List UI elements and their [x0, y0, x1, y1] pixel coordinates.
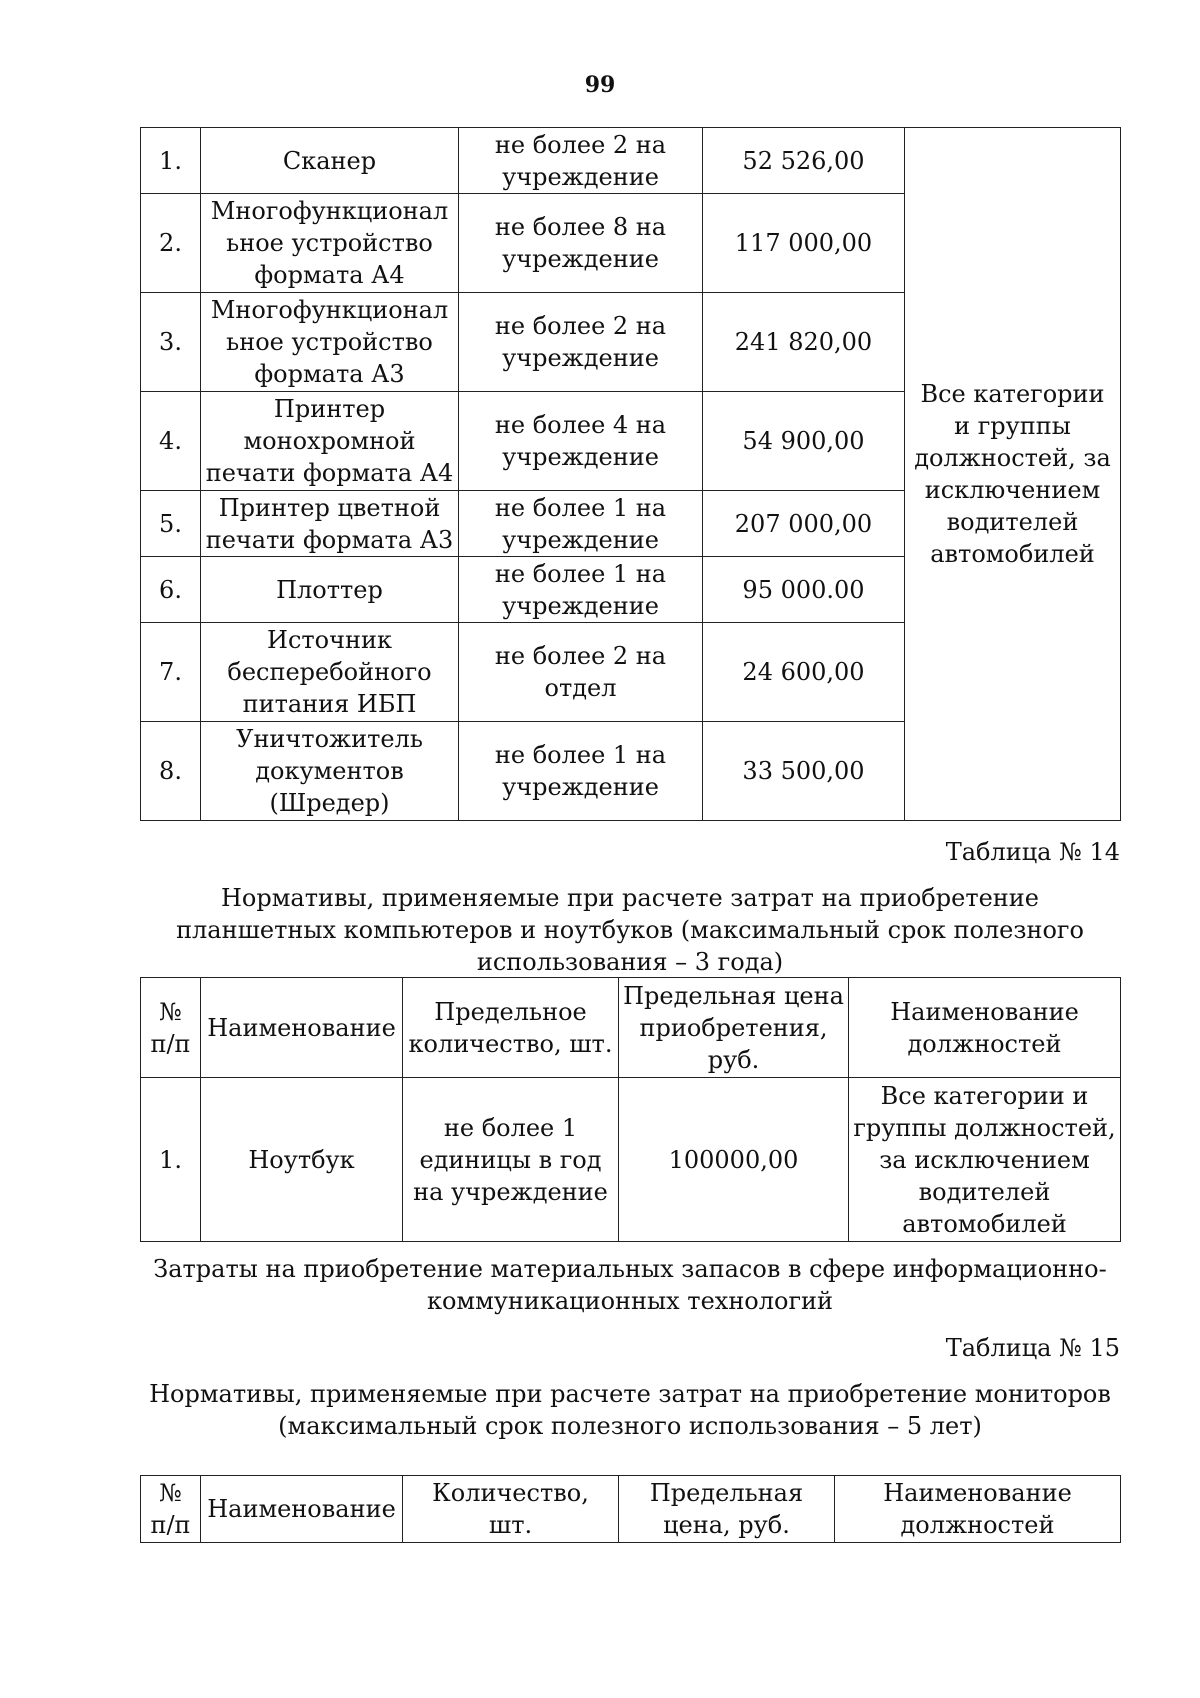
- item-quantity: не более 8 на учреждение: [459, 194, 703, 293]
- item-price: 117 000,00: [703, 194, 905, 293]
- item-name: Многофункционал ьное устройство формата А3: [201, 293, 459, 392]
- row-number: 1.: [141, 128, 201, 194]
- row-number: 3.: [141, 293, 201, 392]
- section-heading: Затраты на приобретение материальных запасов в сфере информационно-коммуникационных технологий: [153, 1255, 1107, 1315]
- row-number: 5.: [141, 491, 201, 557]
- row-number: 1.: [141, 1078, 201, 1242]
- header-cell: Наименование должностей: [835, 1476, 1121, 1543]
- row-number: 2.: [141, 194, 201, 293]
- row-number: 4.: [141, 392, 201, 491]
- item-price: 100000,00: [619, 1078, 849, 1242]
- item-price: 24 600,00: [703, 623, 905, 722]
- table-14-heading: Нормативы, применяемые при расчете затрат на приобретение планшетных компьютеров и ноутбуков (максимальный срок полезного использования – 3 года): [176, 884, 1084, 976]
- item-quantity: не более 1 на учреждение: [459, 491, 703, 557]
- table-header-row: [141, 1476, 1121, 1543]
- header-cell: Наименование должностей: [849, 978, 1121, 1078]
- item-name: Источник бесперебойного питания ИБП: [201, 623, 459, 722]
- item-quantity: не более 2 на учреждение: [459, 293, 703, 392]
- positions-cell: Все категории и группы должностей, за исключением водителей автомобилей: [849, 1078, 1121, 1242]
- header-cell: Предельное количество, шт.: [403, 978, 619, 1078]
- item-quantity: не более 1 на учреждение: [459, 722, 703, 821]
- item-price: 52 526,00: [703, 128, 905, 194]
- row-number: 7.: [141, 623, 201, 722]
- header-cell: Количество, шт.: [403, 1476, 619, 1543]
- laptops-table: [140, 977, 1121, 1242]
- item-name: Принтер монохромной печати формата А4: [201, 392, 459, 491]
- item-price: 95 000.00: [703, 557, 905, 623]
- row-number: 8.: [141, 722, 201, 821]
- item-quantity: не более 2 на учреждение: [459, 128, 703, 194]
- header-cell: Наименование: [201, 978, 403, 1078]
- item-name: Плоттер: [201, 557, 459, 623]
- table-14-caption: Таблица № 14: [945, 838, 1120, 866]
- positions-cell: Все категории и группы должностей, за исключением водителей автомобилей: [905, 128, 1121, 821]
- equipment-table: [140, 127, 1121, 821]
- table-row: [141, 1078, 1121, 1242]
- header-cell: № п/п: [141, 978, 201, 1078]
- item-price: 241 820,00: [703, 293, 905, 392]
- item-quantity: не более 4 на учреждение: [459, 392, 703, 491]
- table-15-caption: Таблица № 15: [945, 1334, 1120, 1362]
- item-name: Уничтожитель документов (Шредер): [201, 722, 459, 821]
- table-header-row: [141, 978, 1121, 1078]
- item-name: Многофункционал ьное устройство формата А4: [201, 194, 459, 293]
- item-name: Ноутбук: [201, 1078, 403, 1242]
- item-price: 207 000,00: [703, 491, 905, 557]
- header-cell: Предельная цена приобретения, руб.: [619, 978, 849, 1078]
- table-15-heading: Нормативы, применяемые при расчете затрат на приобретение мониторов (максимальный срок полезного использования – 5 лет): [149, 1380, 1111, 1440]
- monitors-table: [140, 1475, 1121, 1543]
- item-price: 33 500,00: [703, 722, 905, 821]
- header-cell: № п/п: [141, 1476, 201, 1543]
- item-quantity: не более 1 на учреждение: [459, 557, 703, 623]
- item-quantity: не более 2 на отдел: [459, 623, 703, 722]
- header-cell: Предельная цена, руб.: [619, 1476, 835, 1543]
- item-quantity: не более 1 единицы в год на учреждение: [403, 1078, 619, 1242]
- item-price: 54 900,00: [703, 392, 905, 491]
- item-name: Принтер цветной печати формата А3: [201, 491, 459, 557]
- page-number: 99: [584, 72, 616, 98]
- row-number: 6.: [141, 557, 201, 623]
- table-row: [141, 128, 1121, 194]
- header-cell: Наименование: [201, 1476, 403, 1543]
- item-name: Сканер: [201, 128, 459, 194]
